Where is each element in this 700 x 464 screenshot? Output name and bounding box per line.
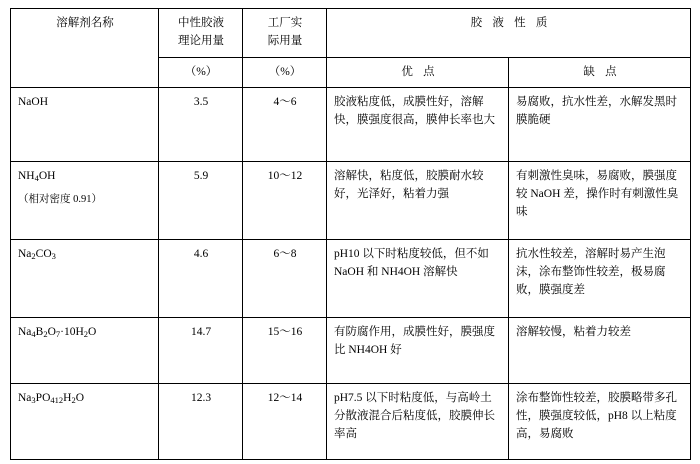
header-theoretical-dosage	[159, 9, 243, 58]
row-name	[11, 240, 159, 318]
row-theory: 3.5	[159, 88, 243, 162]
header-solvent-name: 溶解剂名称	[11, 9, 159, 88]
header-actual-line1: 工厂实	[267, 17, 303, 29]
row-name	[11, 384, 159, 460]
header-glue-properties-group	[327, 9, 691, 58]
row-theory: 12.3	[159, 384, 243, 460]
table-row	[11, 240, 691, 318]
row-actual: 6～8	[243, 240, 327, 318]
header-theoretical-line2: 理论用量	[178, 34, 224, 47]
header-actual-line2: 际用量	[267, 34, 303, 47]
header-merits	[327, 57, 509, 88]
table-row	[11, 384, 691, 460]
table-row	[11, 162, 691, 240]
row-name-text: NH4OH	[18, 170, 56, 184]
row-demerit: 有刺激性臭味，易腐败，膜强度较 NaOH 差，操作时有刺激性臭味	[509, 162, 691, 240]
row-name-text: Na3PO412H2O	[18, 392, 84, 406]
row-merit: 有防腐作用，成膜性好，膜强度比 NH4OH 好	[327, 318, 509, 384]
header-glue-properties-label: 胶 液 性 质	[470, 17, 552, 29]
row-name	[11, 88, 159, 162]
row-merit: pH10 以下时粘度较低，但不如 NaOH 和 NH4OH 溶解快	[327, 240, 509, 318]
row-name-text: Na2CO3	[18, 248, 56, 262]
header-demerits-label: 缺 点	[583, 65, 621, 78]
row-name-note: （相对密度 0.91）	[18, 194, 102, 206]
row-merit: 胶液粘度低，成膜性好，溶解快，膜强度很高，膜伸长率也大	[327, 88, 509, 162]
row-demerit: 溶解较慢，粘着力较差	[509, 318, 691, 384]
row-name	[11, 162, 159, 240]
header-actual-dosage	[243, 9, 327, 58]
row-theory: 14.7	[159, 318, 243, 384]
header-demerits	[509, 57, 691, 88]
header-actual-unit: （%）	[243, 57, 327, 88]
row-demerit: 抗水性较差，溶解时易产生泡沫，涂布整饰性较差，极易腐败，膜强度差	[509, 240, 691, 318]
row-actual: 4～6	[243, 88, 327, 162]
row-merit: pH7.5 以下时粘度低，与高岭土分散液混合后粘度低，胶膜伸长率高	[327, 384, 509, 460]
row-name-text: Na4B2O7·10H2O	[18, 326, 97, 340]
row-theory: 4.6	[159, 240, 243, 318]
table-row	[11, 318, 691, 384]
solvent-properties-table	[10, 8, 691, 460]
table-row	[11, 88, 691, 162]
row-theory: 5.9	[159, 162, 243, 240]
row-merit: 溶解快，粘度低，胶膜耐水较好，光泽好，粘着力强	[327, 162, 509, 240]
table-header-row-1	[11, 9, 691, 58]
header-merits-label: 优 点	[401, 65, 439, 78]
row-actual: 12～14	[243, 384, 327, 460]
row-demerit: 易腐败，抗水性差，水解发黑时膜脆硬	[509, 88, 691, 162]
header-theoretical-line1: 中性胶液	[178, 17, 224, 29]
row-actual: 10～12	[243, 162, 327, 240]
header-theoretical-unit: （%）	[159, 57, 243, 88]
row-name	[11, 318, 159, 384]
row-demerit: 涂布整饰性较差，胶膜略带多孔性，膜强度较低，pH8 以上粘度高，易腐败	[509, 384, 691, 460]
row-name-text: NaOH	[18, 96, 49, 109]
row-actual: 15～16	[243, 318, 327, 384]
